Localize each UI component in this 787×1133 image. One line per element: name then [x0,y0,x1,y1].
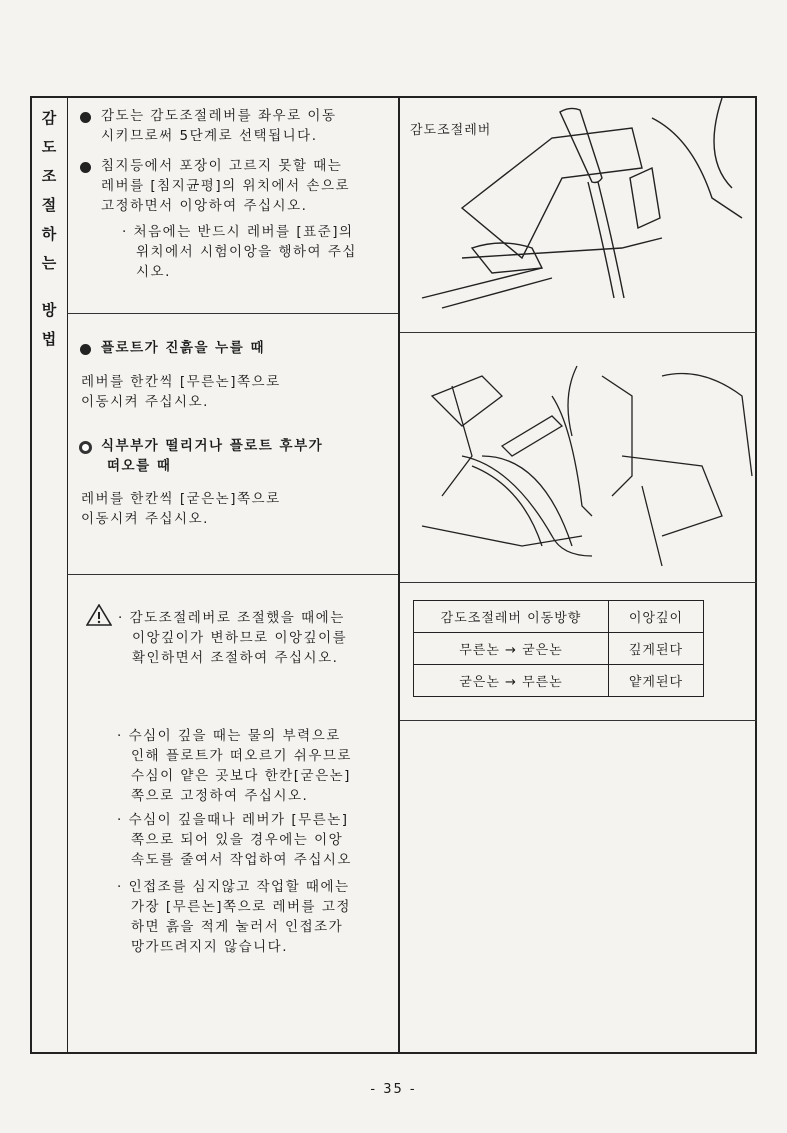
warning-text: · 감도조절레버로 조절했을 때에는 이앙깊이가 변하므로 이앙깊이를 확인하면서 조절하여 주십시오. [118,610,348,666]
float-presses-mud-heading: 플로트가 진흙을 누를 때 [101,340,266,356]
table-cell: 얕게된다 [609,665,704,697]
bullet-icon [79,441,92,454]
page-number: - 35 - [370,1082,417,1097]
left-divider-1 [67,313,398,314]
right-divider-1 [400,332,757,333]
float-mechanism-illustration [402,336,756,576]
left-divider-2 [67,574,398,575]
title-char: 조 [41,167,57,185]
note-deep-water: · 수심이 깊을 때는 물의 부력으로 인해 플로트가 떠오르기 쉬우므로 수심이 얕은 곳보다 한칸[굳은논] 쪽으로 고정하여 주십시오. [117,728,352,804]
table-row [414,633,704,665]
trial-planting-note: · 처음에는 반드시 레버를 [표준]의 위치에서 시험이앙을 행하여 주십 시오. [122,224,357,280]
table-cell: 무른논 → 굳은논 [414,633,609,665]
title-char: 하 [41,225,57,243]
flooded-field-instruction: 침지등에서 포장이 고르지 못할 때는 레버를 [침지균평]의 위치에서 손으로 고정하면서 이앙하여 주십시오. [101,158,351,214]
note-adjacent-row: · 인접조를 심지않고 작업할 때에는 가장 [무른논]쪽으로 레버를 고정 하면 흙을 적게 눌러서 인접조가 망가뜨려지지 않습니다. [117,879,351,955]
bullet-icon [80,344,91,355]
table-row [414,665,704,697]
note-reduce-speed: · 수심이 깊을때나 레버가 [무른논] 쪽으로 되어 있을 경우에는 이앙 속도를 줄여서 작업하여 주십시오 [117,812,352,868]
section-vertical-title [38,104,60,354]
title-char: 감 [41,109,57,127]
title-column-divider [67,96,68,1054]
float-presses-mud-body: 레버를 한칸씩 [무른논]쪽으로 이동시켜 주십시오. [81,374,281,410]
table-cell: 굳은논 → 무른논 [414,665,609,697]
figure-column-divider [398,96,400,1054]
table-header: 이앙깊이 [609,601,704,633]
title-char: 는 [41,254,57,272]
warning-icon [86,604,112,626]
right-divider-2 [400,582,757,583]
right-divider-3 [400,720,757,721]
bullet-icon [80,112,91,123]
title-char: 방 [41,301,57,319]
table-header: 감도조절레버 이동방향 [414,601,609,633]
planting-unit-shakes-heading: 식부부가 떨리거나 플로트 후부가 떠오를 때 [101,438,324,474]
table-cell: 깊게된다 [609,633,704,665]
sensitivity-intro: 감도는 감도조절레버를 좌우로 이동 시키므로써 5단계로 선택됩니다. [101,108,337,144]
table-header-row [414,601,704,633]
title-char: 도 [41,138,57,156]
title-gap [38,278,60,296]
title-char: 절 [41,196,57,214]
lever-direction-table [413,600,704,697]
lever-illustration [402,98,756,330]
planting-unit-shakes-body: 레버를 한칸씩 [굳은논]쪽으로 이동시켜 주십시오. [81,491,281,527]
figure-caption: 감도조절레버 [410,123,492,138]
bullet-icon [80,162,91,173]
title-char: 법 [41,330,57,348]
